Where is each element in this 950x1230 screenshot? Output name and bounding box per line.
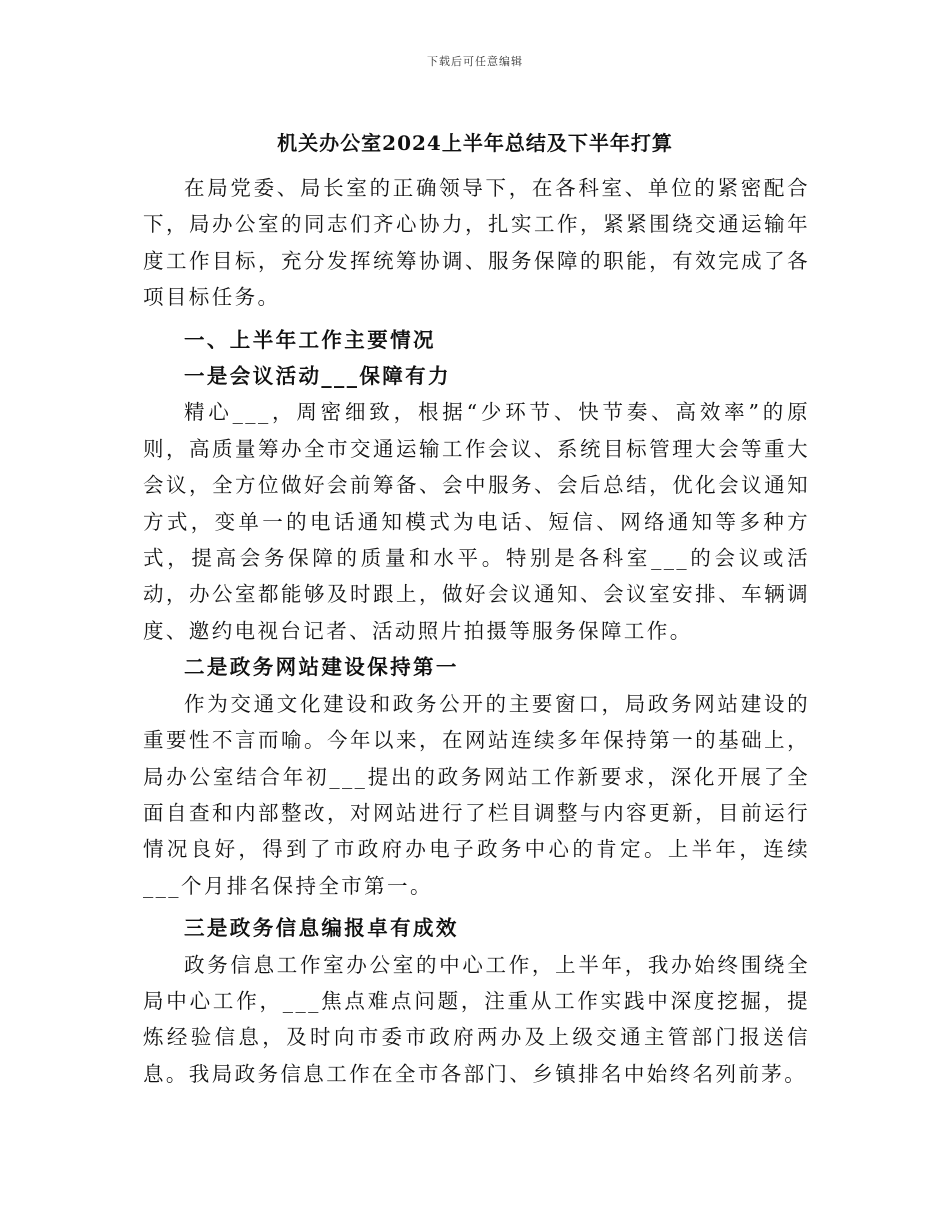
subsection-1-paragraph: 精心___，周密细致，根据“少环节、快节奏、高效率”的原则，高质量筹办全市交通运输工作会议、系统目标管理大会等重大会议，全方位做好会前筹备、会中服务、会后总结，优化会议通知方式，变单一的电话通知模式为电话、短信、网络通知等多种方式，提高会务保障的质量和水平。特别是各科室___的会议或活动，办公室都能够及时跟上，做好会议通知、会议室安排、车辆调度、邀约电视台记者、活动照片拍摄等服务保障工作。 xyxy=(143,400,810,643)
document-title: 机关办公室2024上半年总结及下半年打算 xyxy=(277,131,673,155)
section-1-heading: 一、上半年工作主要情况 xyxy=(184,327,436,352)
intro-paragraph: 在局党委、局长室的正确领导下，在各科室、单位的紧密配合下，局办公室的同志们齐心协力，扎实工作，紧紧围绕交通运输年度工作目标，充分发挥统筹协调、服务保障的职能，有效完成了各项目标任务。 xyxy=(143,176,810,310)
document-body xyxy=(143,170,810,1092)
page-header-note: 下载后可任意编辑 xyxy=(427,55,523,68)
subsection-2-paragraph: 作为交通文化建设和政务公开的主要窗口，局政务网站建设的重要性不言而喻。今年以来，在网站连续多年保持第一的基础上，局办公室结合年初___提出的政务网站工作新要求，深化开展了全面自查和内部整改，对网站进行了栏目调整与内容更新，目前运行情况良好，得到了市政府办电子政务中心的肯定。上半年，连续___个月排名保持全市第一。 xyxy=(143,691,810,898)
subsection-1-heading: 一是会议活动___保障有力 xyxy=(184,364,451,389)
subsection-2-heading: 二是政务网站建设保持第一 xyxy=(184,655,459,680)
subsection-3-heading: 三是政务信息编报卓有成效 xyxy=(184,916,459,941)
subsection-3-paragraph: 政务信息工作室办公室的中心工作，上半年，我办始终围绕全局中心工作，___焦点难点问题，注重从工作实践中深度挖掘，提炼经验信息，及时向市委市政府两办及上级交通主管部门报送信息。我局政务信息工作在全市各部门、乡镇排名中始终名列前茅。 xyxy=(143,952,810,1086)
